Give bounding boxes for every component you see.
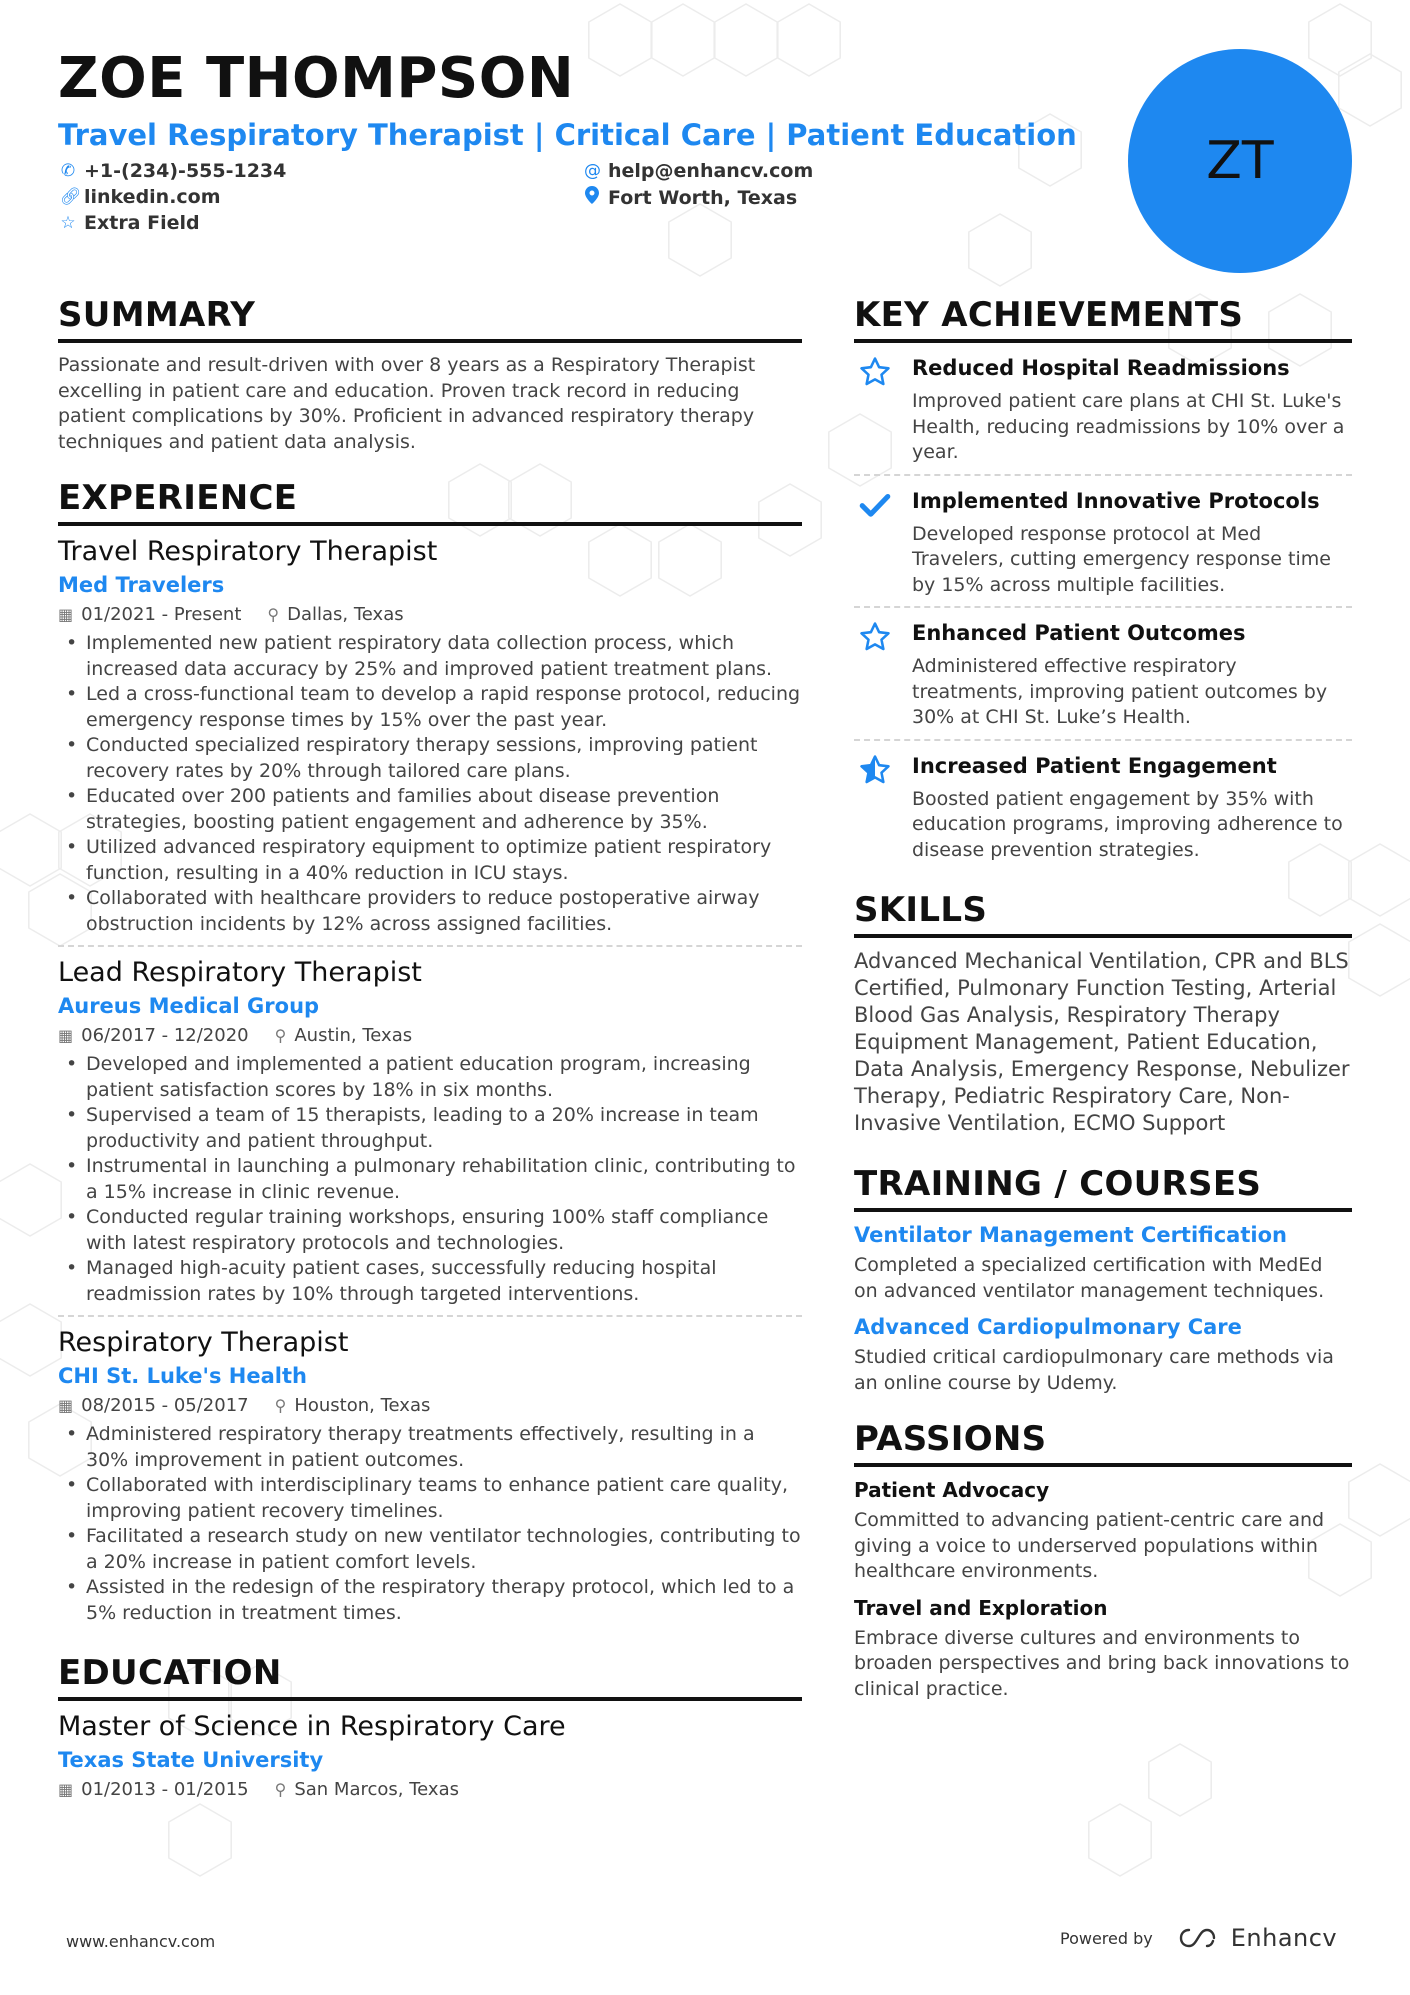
achievement-title: Implemented Innovative Protocols <box>912 488 1320 513</box>
candidate-name: ZOE THOMPSON <box>58 46 575 111</box>
job-entry <box>58 955 802 1317</box>
job-bullets <box>58 631 802 937</box>
background-hexagon <box>1349 844 1410 916</box>
footer-branding <box>1060 1924 1337 1952</box>
job-meta <box>58 1022 802 1050</box>
bullet-item: • Implemented new patient respiratory data collection process, which increased data accuracy by 25% and improved patient treatment plans. <box>58 631 802 682</box>
background-hexagon <box>1149 1744 1211 1816</box>
contact-info <box>58 160 1098 240</box>
passion-title: Travel and Exploration <box>854 1595 1108 1620</box>
achievement-desc: Developed response protocol at Med Travelers, cutting emergency response time by 15% across multiple facilities. <box>912 522 1331 596</box>
job-company: CHI St. Luke's Health <box>58 1364 307 1389</box>
passion-title: Patient Advocacy <box>854 1478 1050 1502</box>
job-entry <box>58 1325 802 1634</box>
phone-text: +1-(234)-555-1234 <box>84 160 287 182</box>
job-dates: 01/2021 - Present <box>81 604 242 626</box>
resume-header <box>58 44 1098 240</box>
job-title: Respiratory Therapist <box>58 1327 349 1359</box>
education-school: Texas State University <box>58 1748 324 1773</box>
calendar-icon: ▦ <box>58 1396 74 1416</box>
checkmark-icon <box>854 486 912 599</box>
background-hexagon <box>1349 1464 1410 1536</box>
bullet-item: • Managed high-acuity patient cases, successfully reducing hospital readmission rates by 10% through targeted interventions. <box>58 1256 802 1307</box>
bullet-item: • Collaborated with interdisciplinary teams to enhance patient care quality, improving patient recovery timelines. <box>58 1473 802 1524</box>
education-dates: 01/2013 - 01/2015 <box>81 1779 249 1801</box>
calendar-icon: ▦ <box>58 605 74 625</box>
passion-desc: Embrace diverse cultures and environments to broaden perspectives and bring back innovations to clinical practice. <box>854 1626 1350 1700</box>
achievements-title: KEY ACHIEVEMENTS <box>854 294 1352 343</box>
brand-name: Enhancv <box>1230 1924 1338 1952</box>
skills-section <box>854 889 1352 1137</box>
achievements-section <box>854 294 1352 871</box>
extra-text: Extra Field <box>84 212 200 234</box>
location-pin-icon <box>584 186 600 209</box>
background-hexagon <box>0 814 61 886</box>
email-text: help@enhancv.com <box>608 160 814 182</box>
background-hexagon <box>1309 4 1371 76</box>
bullet-item: • Instrumental in launching a pulmonary rehabilitation clinic, contributing to a 15% increase in clinic revenue. <box>58 1154 802 1205</box>
bullet-item: • Utilized advanced respiratory equipment to optimize patient respiratory function, resulting in a 40% reduction in ICU stays. <box>58 835 802 886</box>
achievement-title: Reduced Hospital Readmissions <box>912 356 1290 380</box>
bullet-item: • Assisted in the redesign of the respiratory therapy protocol, which led to a 5% reduction in treatment times. <box>58 1575 802 1626</box>
brand-logo[interactable] <box>1177 1924 1337 1952</box>
background-hexagon <box>1339 54 1401 126</box>
bullet-item: • Educated over 200 patients and families about disease prevention strategies, boosting patient engagement and adherence by 35%. <box>58 784 802 835</box>
star-icon: ☆ <box>60 213 76 233</box>
education-degree: Master of Science in Respiratory Care <box>58 1711 566 1743</box>
job-bullets <box>58 1052 802 1307</box>
link-icon: 🔗︎ <box>60 187 82 207</box>
achievement-desc: Administered effective respiratory treatments, improving patient outcomes by 30% at CHI St. Luke’s Health. <box>912 655 1328 728</box>
job-dates: 06/2017 - 12/2020 <box>81 1025 249 1047</box>
summary-text: Passionate and result-driven with over 8 years as a Respiratory Therapist excelling in patient care and education. Proven track record in reducing patient complications by 30%. Proficient in advanced respiratory therapy techniques and patient data analysis. <box>58 354 756 453</box>
bullet-item: • Collaborated with healthcare providers to reduce postoperative airway obstruction incidents by 12% across assigned facilities. <box>58 886 802 937</box>
contact-linkedin[interactable] <box>60 186 221 208</box>
job-dates: 08/2015 - 05/2017 <box>81 1395 249 1417</box>
summary-section <box>58 294 802 455</box>
bullet-item: • Developed and implemented a patient education program, increasing patient satisfaction scores by 18% in six months. <box>58 1052 802 1103</box>
job-title: Lead Respiratory Therapist <box>58 957 422 989</box>
avatar <box>1128 49 1352 273</box>
bullet-item: • Supervised a team of 15 therapists, leading to a 20% increase in team productivity and patient throughput. <box>58 1103 802 1154</box>
course-desc: Completed a specialized certification with MedEd on advanced ventilator management techniques. <box>854 1254 1325 1302</box>
course-title: Advanced Cardiopulmonary Care <box>854 1315 1242 1339</box>
infinity-logo-icon <box>1177 1926 1221 1950</box>
bullet-item: • Administered respiratory therapy treatments effectively, resulting in a 30% improvement in patient outcomes. <box>58 1422 802 1473</box>
job-meta <box>58 1392 802 1420</box>
background-hexagon <box>0 1304 61 1376</box>
passion-desc: Committed to advancing patient-centric care and giving a voice to underserved populations within healthcare environments. <box>854 1509 1325 1582</box>
achievement-item <box>854 476 1352 609</box>
avatar-initials: ZT <box>1206 131 1274 191</box>
job-company: Aureus Medical Group <box>58 994 320 1019</box>
footer-website[interactable]: www.enhancv.com <box>66 1932 216 1951</box>
star-half-icon <box>854 751 912 864</box>
bullet-item: • Conducted regular training workshops, ensuring 100% staff compliance with latest respiratory protocols and technologies. <box>58 1205 802 1256</box>
location-text: Fort Worth, Texas <box>608 186 798 209</box>
location-pin-icon: ⚲ <box>274 1780 287 1800</box>
achievement-title: Increased Patient Engagement <box>912 753 1277 778</box>
achievement-title: Enhanced Patient Outcomes <box>912 621 1246 645</box>
contact-location <box>584 186 797 209</box>
education-title: EDUCATION <box>58 1652 802 1701</box>
achievement-item <box>854 343 1352 476</box>
location-pin-icon: ⚲ <box>267 605 280 625</box>
job-entry <box>58 534 802 947</box>
bullet-item: • Facilitated a research study on new ventilator technologies, contributing to a 20% increase in patient comfort levels. <box>58 1524 802 1575</box>
job-bullets <box>58 1422 802 1626</box>
calendar-icon: ▦ <box>58 1026 74 1046</box>
job-location: Houston, Texas <box>294 1395 431 1417</box>
achievement-desc: Improved patient care plans at CHI St. Luke's Health, reducing readmissions by 10% over a year. <box>912 390 1345 463</box>
at-icon: @ <box>584 161 601 181</box>
calendar-icon: ▦ <box>58 1780 74 1800</box>
star-outline-icon <box>854 618 912 731</box>
skills-title: SKILLS <box>854 889 1352 938</box>
education-section <box>58 1652 802 1804</box>
bullet-item: • Conducted specialized respiratory therapy sessions, improving patient recovery rates by 20% through tailored care plans. <box>58 733 802 784</box>
location-pin-icon: ⚲ <box>274 1396 287 1416</box>
passions-title: PASSIONS <box>854 1418 1352 1467</box>
job-location: Dallas, Texas <box>287 604 404 626</box>
contact-extra <box>60 212 200 234</box>
job-company: Med Travelers <box>58 573 225 598</box>
star-outline-icon <box>854 353 912 466</box>
experience-title: EXPERIENCE <box>58 477 802 526</box>
experience-section <box>58 477 802 1634</box>
phone-icon: ✆ <box>60 161 76 181</box>
bullet-item: • Led a cross-functional team to develop a rapid response protocol, reducing emergency response times by 15% over the past year. <box>58 682 802 733</box>
job-meta <box>58 601 802 629</box>
education-location: San Marcos, Texas <box>294 1779 459 1801</box>
course-desc: Studied critical cardiopulmonary care methods via an online course by Udemy. <box>854 1346 1334 1394</box>
background-hexagon <box>1089 1804 1151 1876</box>
candidate-headline: Travel Respiratory Therapist | Critical Care | Patient Education <box>58 118 1077 152</box>
job-location: Austin, Texas <box>294 1025 413 1047</box>
powered-by-label: Powered by <box>1060 1928 1153 1948</box>
achievement-item <box>854 741 1352 872</box>
background-hexagon <box>1349 924 1410 996</box>
right-column <box>854 294 1352 1724</box>
background-hexagon <box>0 1164 61 1236</box>
job-title: Travel Respiratory Therapist <box>58 536 438 568</box>
training-title: TRAINING / COURSES <box>854 1163 1352 1212</box>
training-section <box>854 1163 1352 1396</box>
contact-phone[interactable] <box>60 160 286 182</box>
achievement-desc: Boosted patient engagement by 35% with education programs, improving adherence to disease prevention strategies. <box>912 787 1343 861</box>
summary-title: SUMMARY <box>58 294 802 343</box>
linkedin-text: linkedin.com <box>84 186 221 208</box>
achievement-item <box>854 608 1352 741</box>
location-pin-icon: ⚲ <box>274 1026 287 1046</box>
education-meta <box>58 1776 802 1804</box>
left-column <box>58 294 802 1826</box>
passions-section <box>854 1418 1352 1702</box>
skills-text: Advanced Mechanical Ventilation, CPR and BLS Certified, Pulmonary Function Testing, Arterial Blood Gas Analysis, Respiratory Therapy Equipment Management, Patient Education, Data Analysis, Emergency Response, Nebulizer Therapy, Pediatric Respiratory Care, Non-Invasive Ventilation, ECMO Support <box>854 949 1350 1135</box>
contact-email[interactable] <box>584 160 813 182</box>
course-title: Ventilator Management Certification <box>854 1223 1287 1247</box>
